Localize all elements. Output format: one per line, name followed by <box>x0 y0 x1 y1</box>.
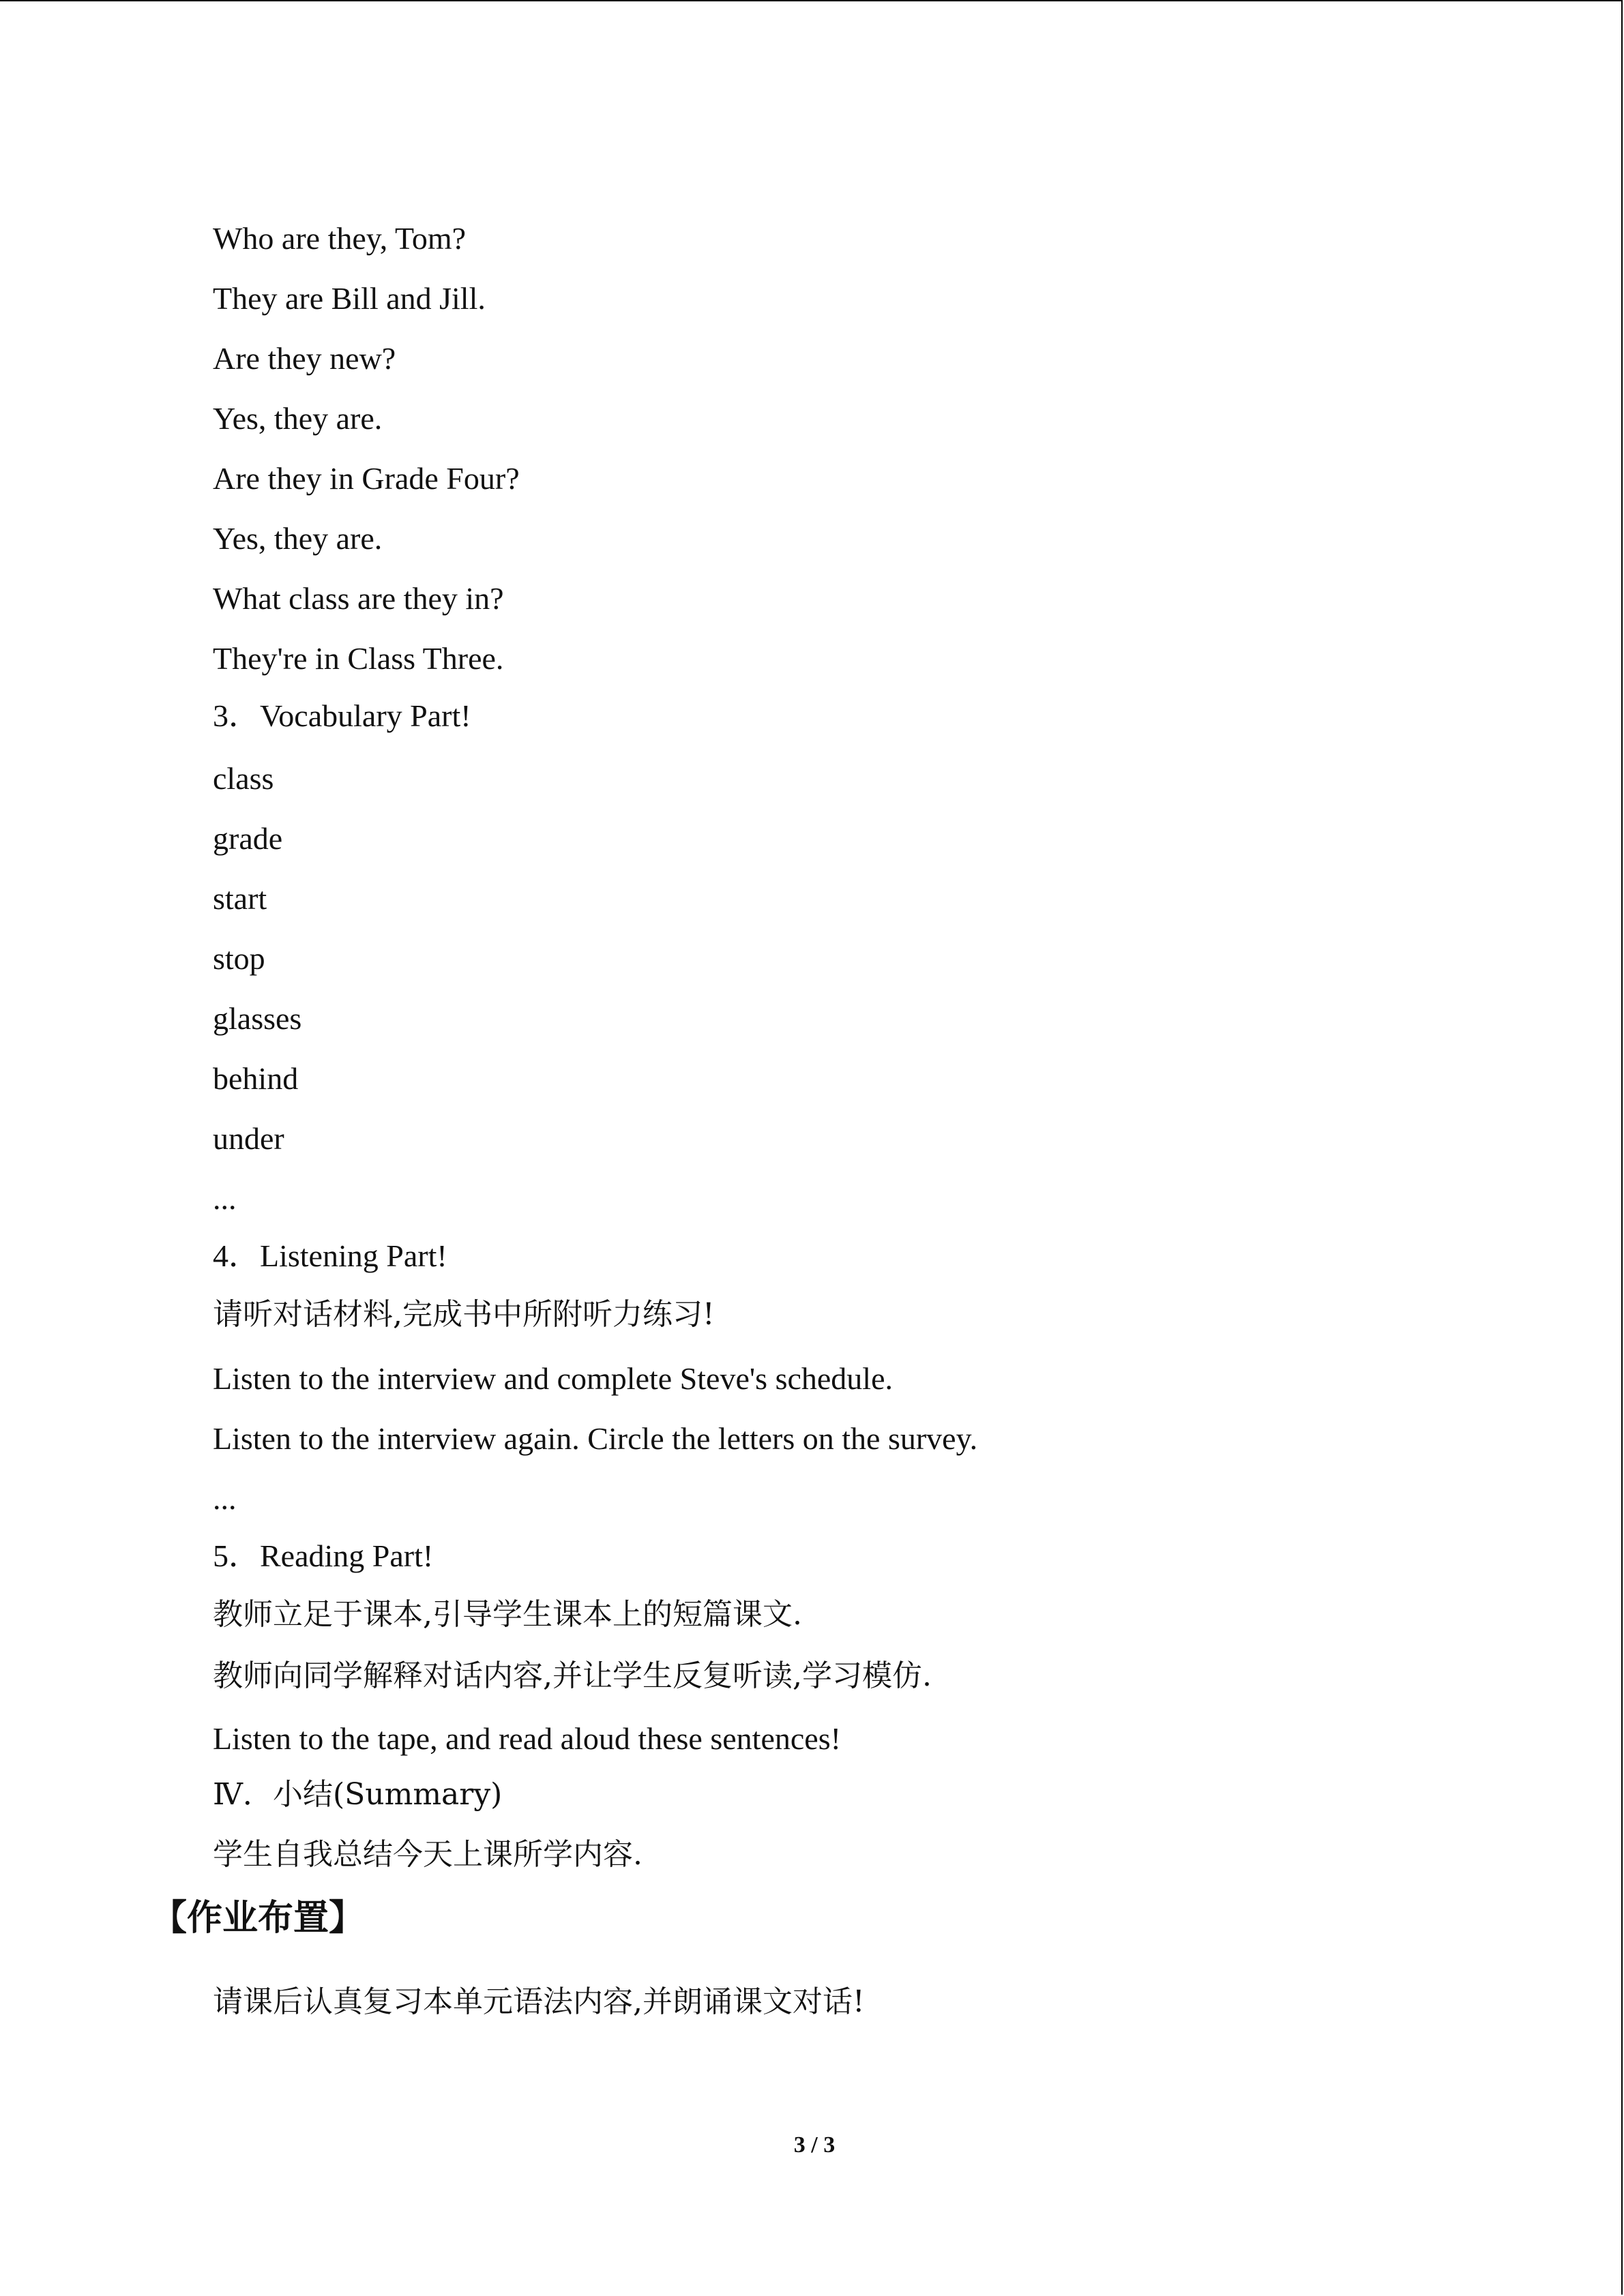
vocabulary-item: glasses <box>213 1001 302 1036</box>
listening-task: Listen to the interview again. Circle the letters on the survey. <box>213 1421 978 1456</box>
ellipsis: ... <box>213 1181 237 1216</box>
vocabulary-item: stop <box>213 941 265 976</box>
vocabulary-item: behind <box>213 1061 299 1096</box>
homework-heading: 【作业布置】 <box>151 1898 365 1939</box>
dialogue-line: Who are they, Tom? <box>213 221 467 256</box>
vocabulary-item: under <box>213 1121 284 1156</box>
ellipsis: ... <box>213 1481 237 1516</box>
reading-instruction: 教师立足于课本,引导学生课本上的短篇课文. <box>213 1597 802 1632</box>
vocabulary-item: class <box>213 761 274 796</box>
homework-text: 请课后认真复习本单元语法内容,并朗诵课文对话! <box>213 1984 865 2019</box>
dialogue-line: What class are they in? <box>213 581 504 616</box>
dialogue-line: Are they in Grade Four? <box>213 461 520 496</box>
summary-text: 学生自我总结今天上课所学内容. <box>213 1837 643 1872</box>
dialogue-line: Yes, they are. <box>213 401 383 436</box>
dialogue-line: Yes, they are. <box>213 521 383 556</box>
page-number: 3 / 3 <box>793 2132 836 2158</box>
reading-instruction: 教师向同学解释对话内容,并让学生反复听读,学习模仿. <box>213 1658 932 1693</box>
reading-task: Listen to the tape, and read aloud these sentences! <box>213 1721 841 1756</box>
listening-instruction: 请听对话材料,完成书中所附听力练习! <box>213 1297 715 1332</box>
dialogue-line: They are Bill and Jill. <box>213 281 486 316</box>
section-heading-summary: Ⅳ．小结(Summary) <box>213 1777 503 1812</box>
vocabulary-item: start <box>213 881 267 916</box>
dialogue-line: Are they new? <box>213 341 396 376</box>
listening-task: Listen to the interview and complete Steve's schedule. <box>213 1361 893 1396</box>
section-heading-listening: 4．Listening Part! <box>213 1238 447 1273</box>
section-heading-reading: 5．Reading Part! <box>213 1538 434 1573</box>
dialogue-line: They're in Class Three. <box>213 641 504 676</box>
section-heading-vocabulary: 3．Vocabulary Part! <box>213 698 471 733</box>
vocabulary-item: grade <box>213 821 283 856</box>
